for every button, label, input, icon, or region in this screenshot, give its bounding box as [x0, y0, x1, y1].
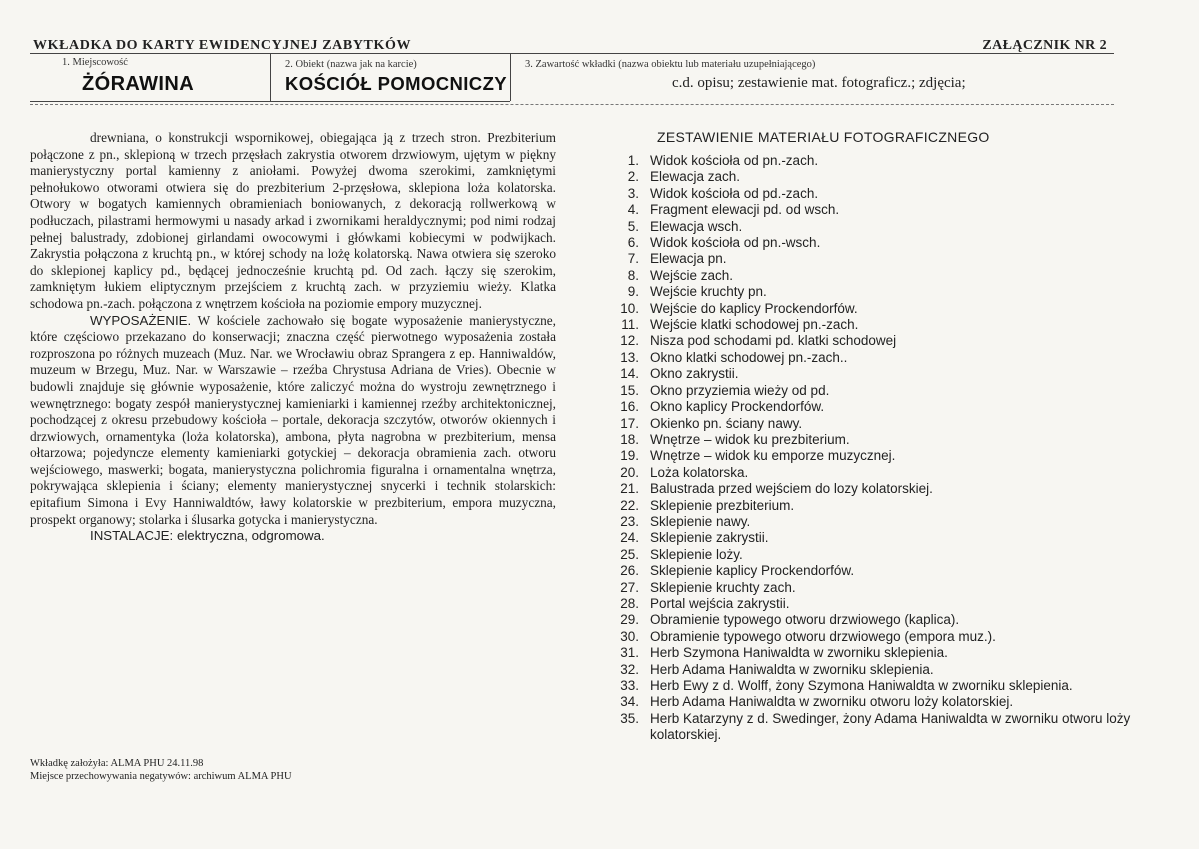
photo-item-text: Fragment elewacji pd. od wsch.: [650, 202, 840, 218]
photo-item-text: Sklepienie kruchty zach.: [650, 579, 796, 595]
photo-item-text: Obramienie typowego otworu drzwiowego (kaplica).: [650, 612, 960, 628]
photo-item-text: Widok kościoła od pn.-wsch.: [650, 235, 821, 251]
photo-item-number: 12.: [620, 333, 639, 349]
photo-list-item: [612, 301, 1152, 317]
photo-list-item: [612, 235, 1152, 251]
photo-item-text: Okno klatki schodowej pn.-zach..: [650, 349, 848, 365]
photo-item-number: 33.: [620, 678, 639, 693]
photo-item-number: 30.: [620, 628, 639, 644]
photo-item-text: Wejście klatki schodowej pn.-zach.: [650, 317, 859, 333]
photo-list-item: [612, 169, 1152, 185]
photo-list-item: [612, 645, 1152, 661]
photo-item-text: Herb Katarzyny z d. Swedinger, żony Adama Haniwaldta w zworniku otworu loży kolatorskiej.: [650, 710, 1131, 743]
footer-notes: [30, 757, 292, 783]
photo-list-item: [612, 251, 1152, 267]
photo-item-number: 7.: [627, 251, 639, 267]
photo-item-text: Sklepienie prezbiterium.: [650, 497, 795, 513]
field-divider: [270, 54, 271, 101]
photo-item-text: Loża kolatorska.: [650, 464, 749, 480]
photo-item-number: 22.: [620, 497, 639, 513]
photo-list-item: [612, 432, 1152, 448]
object-value: KOŚCIÓŁ POMOCNICZY: [285, 73, 508, 94]
photo-item-number: 32.: [620, 661, 639, 677]
photo-list-item: [612, 366, 1152, 382]
equipment-heading: WYPOSAŻENIE.: [90, 312, 192, 328]
photo-item-text: Portal wejścia zakrystii.: [650, 595, 790, 611]
photo-list-item: [612, 448, 1152, 464]
photo-item-text: Herb Adama Haniwaldta w zworniku otworu loży kolatorskiej.: [650, 694, 1014, 710]
photo-item-text: Balustrada przed wejściem do lozy kolatorskiej.: [650, 481, 933, 497]
photo-item-text: Elewacja pn.: [650, 251, 727, 267]
photo-item-text: Okienko pn. ściany nawy.: [650, 415, 803, 431]
photo-item-number: 34.: [620, 694, 639, 710]
installations-paragraph: INSTALACJE: elektryczna, odgromowa.: [90, 528, 325, 544]
photo-item-text: Wejście kruchty pn.: [650, 284, 767, 300]
footer-negatives-location: Miejsce przechowywania negatywów: archiwum ALMA PHU: [30, 771, 292, 782]
annex-number: ZAŁĄCZNIK NR 2: [982, 38, 1107, 53]
place-label: 1. Miejscowość: [62, 57, 128, 68]
photo-list-item: [612, 268, 1152, 284]
photo-item-text: Wnętrze – widok ku prezbiterium.: [650, 431, 850, 447]
photo-item-text: Widok kościoła od pn.-zach.: [650, 153, 819, 168]
photo-item-text: Okno zakrystii.: [650, 366, 739, 382]
contents-label: 3. Zawartość wkładki (nazwa obiektu lub materiału uzupełniającego): [525, 59, 816, 70]
photo-list-item: [612, 563, 1152, 579]
photo-list-item: [612, 481, 1152, 497]
photo-item-text: Herb Adama Haniwaldta w zworniku sklepienia.: [650, 661, 934, 677]
photo-item-text: Wejście do kaplicy Prockendorfów.: [650, 300, 858, 316]
photo-item-text: Wejście zach.: [650, 267, 734, 283]
photo-item-text: Sklepienie nawy.: [650, 513, 751, 529]
photo-list-item: [612, 530, 1152, 546]
photo-item-number: 31.: [620, 645, 639, 661]
photo-list-item: [612, 317, 1152, 333]
photo-item-number: 26.: [620, 563, 639, 579]
place-value: ŻÓRAWINA: [82, 73, 195, 95]
photo-item-number: 23.: [620, 513, 639, 529]
photo-list-item: [612, 547, 1152, 563]
photo-list-item: [612, 711, 1152, 744]
photo-list-item: [612, 350, 1152, 366]
photo-item-text: Widok kościoła od pd.-zach.: [650, 185, 819, 201]
photo-list-item: [612, 399, 1152, 415]
photo-item-text: Sklepienie kaplicy Prockendorfów.: [650, 563, 855, 579]
photo-list-item: [612, 612, 1152, 628]
field-bottom-rule: [30, 101, 510, 102]
photo-item-text: Sklepienie loży.: [650, 546, 743, 562]
photo-list-item: [612, 629, 1152, 645]
photo-item-number: 3.: [627, 185, 639, 201]
description-text: [30, 130, 556, 545]
photo-item-number: 13.: [620, 349, 639, 365]
description-paragraph: drewniana, o konstrukcji wspornikowej, obiegająca ją z trzech stron. Prezbiterium połączone z pn., sklepioną w trzech przęsłach zakrystia otworem drzwiowym, ujętym w piękny manierystyczny portal kamienny z aniołami. Powyżej dwoma szerokimi, zamkniętymi pełnołukowo otworami otwiera się do prezbiterium 2-przęsłowa, sklepiona loża kolatorska. Otwory w bogatych kamiennych obramieniach boniowanych, z dekoracją rollwerkową w podłuczach, pilastrami hermowymi u nasady arkad i zwornikami heraldycznymi; pod nimi rodzaj pełnej balustrady, zdobionej girlandami owocowymi i główkami kobiecymi w podwijkach. Zakrystia połączona z kruchtą pn., w której schody na lożę kolatorską. Nawa otwiera się szeroko do sklepionej kaplicy pd., będącej jednocześnie kruchtą pd. Od zach. łączy się szerokim, zamkniętym łukiem eliptycznym przejściem z kruchtą zach. w przyziemiu wieży. Klatka schodowa pn.-zach. połączona z wnętrzem kościoła na poziomie empory muzycznej.: [30, 130, 556, 311]
photo-item-number: 16.: [620, 399, 639, 415]
photo-list-item: [612, 514, 1152, 530]
photo-item-number: 5.: [627, 218, 639, 234]
photo-item-number: 25.: [620, 546, 639, 562]
photo-list-item: [612, 383, 1152, 399]
photo-list-item: [612, 219, 1152, 235]
photo-item-number: 15.: [620, 382, 639, 398]
photo-item-number: 11.: [621, 317, 639, 333]
photo-item-text: Herb Szymona Haniwaldta w zworniku sklepienia.: [650, 645, 948, 661]
photo-item-number: 24.: [620, 530, 639, 546]
photo-list-item: [612, 678, 1152, 694]
form-title: WKŁADKA DO KARTY EWIDENCYJNEJ ZABYTKÓW: [33, 38, 412, 53]
photo-item-number: 27.: [620, 579, 639, 595]
photo-item-text: Obramienie typowego otworu drzwiowego (empora muz.).: [650, 628, 996, 644]
photo-item-number: 18.: [620, 431, 639, 447]
equipment-text: W kościele zachowało się bogate wyposażenie manierystyczne, które częściowo przekazano do konserwacji; znaczna część pierwotnego wyposażenia została rozproszona po różnych muzeach (Muz. Nar. we Wrocławiu obraz Sprangera z ep. Hanniwaldów, muzeum w Brzegu, Muz. Nar. w Warszawie – rzeźba Chrystusa Adriana de Vries). Obecnie w budowli znajduje się głównie wyposażenie, które zaliczyć można do wystroju zewnętrznego i wewnętrznego: bogaty zespół manierystycznej kamieniarki i kamiennej rzeźby architektonicznej, pochodzącej z okresu przebudowy kościoła – portale, dekoracja szczytów, otworów okiennych i drzwiowych, ornamentyka (loża kolatorska), ambona, płyta nagrobna w prezbiterium, mensa ołtarzowa; pojedyncze elementy kamieniarki gotyckiej – dekoracja obramienia zach. otworu wejściowego, maswerki; bogata, manierystyczna polichromia figuralna i ornamentalna wnętrza, pokrywająca sklepienia i ściany; elementy manierystycznej snycerki i technik stolarskich: epitafium Simona i Evy Hanniwaldtów, ławy kolatorskie w prezbiterium, empora muzyczna, prospekt organowy; stolarka i ślusarka gotycka i manierystyczna.: [30, 312, 556, 527]
header-rule: [30, 53, 1114, 54]
photo-item-number: 20.: [620, 464, 639, 480]
photo-list-item: [612, 498, 1152, 514]
photo-list-item: [612, 662, 1152, 678]
photo-item-text: Elewacja zach.: [650, 169, 741, 185]
photo-item-number: 9.: [627, 284, 639, 300]
footer-created-by: Wkładkę założyła: ALMA PHU 24.11.98: [30, 758, 204, 769]
photo-item-number: 17.: [620, 415, 639, 431]
photo-list-item: [612, 416, 1152, 432]
photo-list-item: [612, 465, 1152, 481]
photo-item-text: Sklepienie zakrystii.: [650, 530, 769, 546]
photo-item-text: Nisza pod schodami pd. klatki schodowej: [650, 333, 897, 349]
photo-item-text: Okno kaplicy Prockendorfów.: [650, 399, 825, 415]
photo-list-item: [612, 580, 1152, 596]
photo-item-number: 1.: [627, 153, 639, 168]
photo-list-title: ZESTAWIENIE MATERIAŁU FOTOGRAFICZNEGO: [657, 129, 990, 145]
photo-item-number: 10.: [620, 300, 639, 316]
photo-list-item: [612, 694, 1152, 710]
photo-list-item: [612, 202, 1152, 218]
photo-item-number: 35.: [620, 710, 639, 726]
photo-item-text: Okno przyziemia wieży od pd.: [650, 382, 830, 398]
photo-list-item: [612, 596, 1152, 612]
photo-list-item: [612, 333, 1152, 349]
photo-item-number: 21.: [620, 481, 639, 497]
photo-item-number: 2.: [627, 169, 639, 185]
field-dashed-rule: [30, 104, 1114, 105]
photo-item-number: 8.: [627, 267, 639, 283]
equipment-paragraph: [30, 313, 556, 529]
photo-item-number: 28.: [620, 595, 639, 611]
photo-item-text: Elewacja wsch.: [650, 218, 743, 234]
photo-list-item: [612, 153, 1152, 169]
photo-list-item: [612, 284, 1152, 300]
photo-item-number: 29.: [620, 612, 639, 628]
contents-value: c.d. opisu; zestawienie mat. fotograficz.; zdjęcia;: [672, 75, 966, 91]
photo-list-item: [612, 186, 1152, 202]
photo-item-text: Wnętrze – widok ku emporze muzycznej.: [650, 448, 896, 464]
object-label: 2. Obiekt (nazwa jak na karcie): [285, 59, 417, 70]
field-divider: [510, 54, 511, 101]
photo-item-text: Herb Ewy z d. Wolff, żony Szymona Haniwaldta w zworniku sklepienia.: [650, 678, 1073, 693]
photo-item-number: 4.: [627, 202, 639, 218]
photo-item-number: 19.: [620, 448, 639, 464]
photo-item-number: 14.: [620, 366, 639, 382]
photo-item-number: 6.: [627, 235, 639, 251]
photo-list: [612, 153, 1152, 744]
